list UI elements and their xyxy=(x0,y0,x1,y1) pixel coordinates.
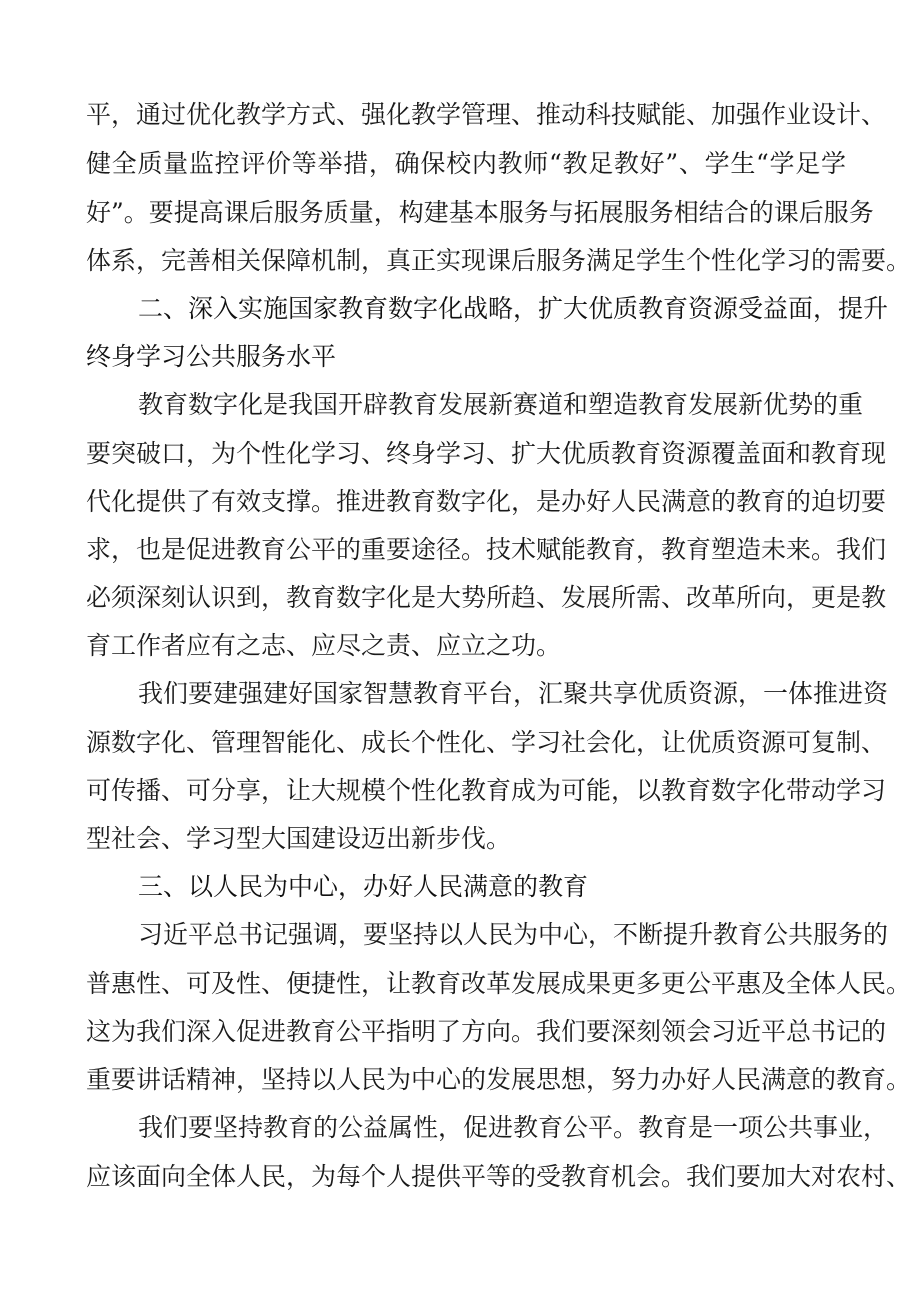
paragraph-line: 要突破口，为个性化学习、终身学习、扩大优质教育资源覆盖面和教育现 xyxy=(86,439,887,468)
paragraph-line: 求，也是促进教育公平的重要途径。技术赋能教育，教育塑造未来。我们 xyxy=(86,535,887,564)
paragraph-line: 习近平总书记强调，要坚持以人民为中心，不断提升教育公共服务的 xyxy=(138,920,889,949)
paragraph-line: 源数字化、管理智能化、成长个性化、学习社会化，让优质资源可复制、 xyxy=(86,728,887,757)
paragraph-line: 这为我们深入促进教育公平指明了方向。我们要深刻领会习近平总书记的 xyxy=(86,1017,887,1046)
paragraph-line: 教育数字化是我国开辟教育发展新赛道和塑造教育发展新优势的重 xyxy=(138,390,864,419)
paragraph-line: 普惠性、可及性、便捷性，让教育改革发展成果更多更公平惠及全体人民。 xyxy=(86,969,912,998)
section-heading: 三、以人民为中心，办好人民满意的教育 xyxy=(138,872,589,901)
paragraph-line: 育工作者应有之志、应尽之责、应立之功。 xyxy=(86,631,562,660)
paragraph-line: 代化提供了有效支撑。推进教育数字化，是办好人民满意的教育的迫切要 xyxy=(86,487,887,516)
paragraph-line: 重要讲话精神，坚持以人民为中心的发展思想，努力办好人民满意的教育。 xyxy=(86,1065,912,1094)
paragraph-line: 好”。要提高课后服务质量，构建基本服务与拓展服务相结合的课后服务 xyxy=(86,198,874,227)
paragraph-line: 型社会、学习型大国建设迈出新步伐。 xyxy=(86,824,512,853)
paragraph-line: 健全质量监控评价等举措，确保校内教师“教足教好”、学生“学足学 xyxy=(86,149,846,178)
paragraph-line: 我们要坚持教育的公益属性，促进教育公平。教育是一项公共事业， xyxy=(138,1113,889,1142)
section-heading: 二、深入实施国家教育数字化战略，扩大优质教育资源受益面，提升 xyxy=(138,294,889,323)
paragraph-line: 我们要建强建好国家智慧教育平台，汇聚共享优质资源，一体推进资 xyxy=(138,679,889,708)
paragraph-line: 可传播、可分享，让大规模个性化教育成为可能，以教育数字化带动学习 xyxy=(86,776,887,805)
section-heading: 终身学习公共服务水平 xyxy=(86,342,337,371)
paragraph-line: 体系，完善相关保障机制，真正实现课后服务满足学生个性化学习的需要。 xyxy=(86,246,912,275)
paragraph-line: 应该面向全体人民，为每个人提供平等的受教育机会。我们要加大对农村、 xyxy=(86,1162,912,1191)
paragraph-line: 平，通过优化教学方式、强化教学管理、推动科技赋能、加强作业设计、 xyxy=(86,100,887,129)
paragraph-line: 必须深刻认识到，教育数字化是大势所趋、发展所需、改革所向，更是教 xyxy=(86,583,887,612)
